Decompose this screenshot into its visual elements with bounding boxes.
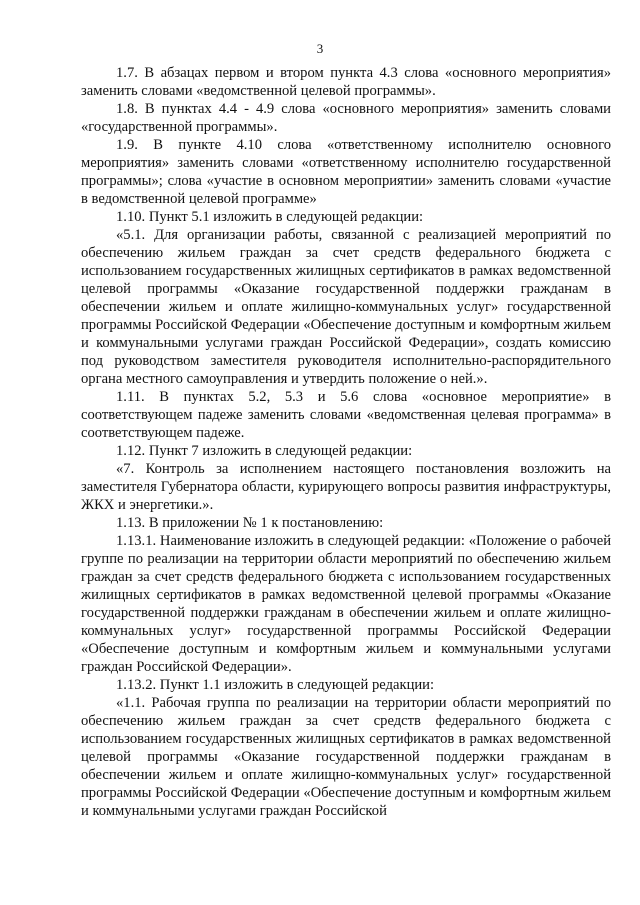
paragraph-7-text: «7. Контроль за исполнением настоящего постановления возложить на заместителя Губернатора области, курирующего вопросы развития инфраструктуры, ЖКХ и энергетики.». [81, 461, 611, 513]
paragraph-1-9: 1.9. В пункте 4.10 слова «ответственному исполнителю основного мероприятия» заменить словами «ответственному исполнителю государственной программы»; слова «участие в основном мероприятии» заменить словами «участие в ведомственной целевой программе» [81, 137, 611, 207]
page-number: 3 [316, 41, 324, 56]
paragraph-1-13: 1.13. В приложении № 1 к постановлению: [116, 515, 384, 531]
paragraph-5-1-text: «5.1. Для организации работы, связанной с реализацией мероприятий по обеспечению жильем граждан за счет средств федерального бюджета с использованием государственных жилищных сертификатов в рамках ведомственной целевой программы «Оказание государственной поддержки гражданам в обеспечении жильем и оплате жилищно-коммунальных услуг» государственной программы Российской Федерации «Обеспечение доступным и комфортным жильем и коммунальными услугами граждан Российской Федерации», создать комиссию под руководством заместителя руководителя исполнительно-распорядительного органа местного самоуправления и утвердить положение о ней.». [81, 227, 611, 387]
paragraph-1-7: 1.7. В абзацах первом и втором пункта 4.3 слова «основного мероприятия» заменить словами «ведомственной целевой программы». [81, 65, 611, 99]
paragraph-1-1-text: «1.1. Рабочая группа по реализации на территории области мероприятий по обеспечению жильем граждан за счет средств федерального бюджета с использованием государственных жилищных сертификатов в рамках ведомственной целевой программы «Оказание государственной поддержки гражданам в обеспечении жильем и оплате жилищно-коммунальных услуг» государственной программы Российской Федерации «Обеспечение доступным и комфортным жильем и коммунальными услугами граждан Российской [81, 695, 611, 819]
document-body [81, 64, 611, 820]
paragraph-1-8: 1.8. В пунктах 4.4 - 4.9 слова «основного мероприятия» заменить словами «государственной программы». [81, 101, 611, 135]
paragraph-1-12: 1.12. Пункт 7 изложить в следующей редакции: [116, 443, 413, 459]
paragraph-1-13-1: 1.13.1. Наименование изложить в следующей редакции: «Положение о рабочей группе по реализации на территории области мероприятий по обеспечению жильем граждан за счет средств федерального бюджета с использованием государственных жилищных сертификатов в рамках ведомственной целевой программы «Оказание государственной поддержки гражданам в обеспечении жильем и оплате жилищно-коммунальных услуг» государственной программы Российской Федерации «Обеспечение доступным и комфортным жильем и коммунальными услугами граждан Российской Федерации». [81, 533, 611, 675]
paragraph-1-10: 1.10. Пункт 5.1 изложить в следующей редакции: [116, 209, 424, 225]
paragraph-1-11: 1.11. В пунктах 5.2, 5.3 и 5.6 слова «основное мероприятие» в соответствующем падеже заменить словами «ведомственная целевая программа» в соответствующем падеже. [81, 389, 611, 441]
paragraph-1-13-2: 1.13.2. Пункт 1.1 изложить в следующей редакции: [116, 677, 435, 693]
